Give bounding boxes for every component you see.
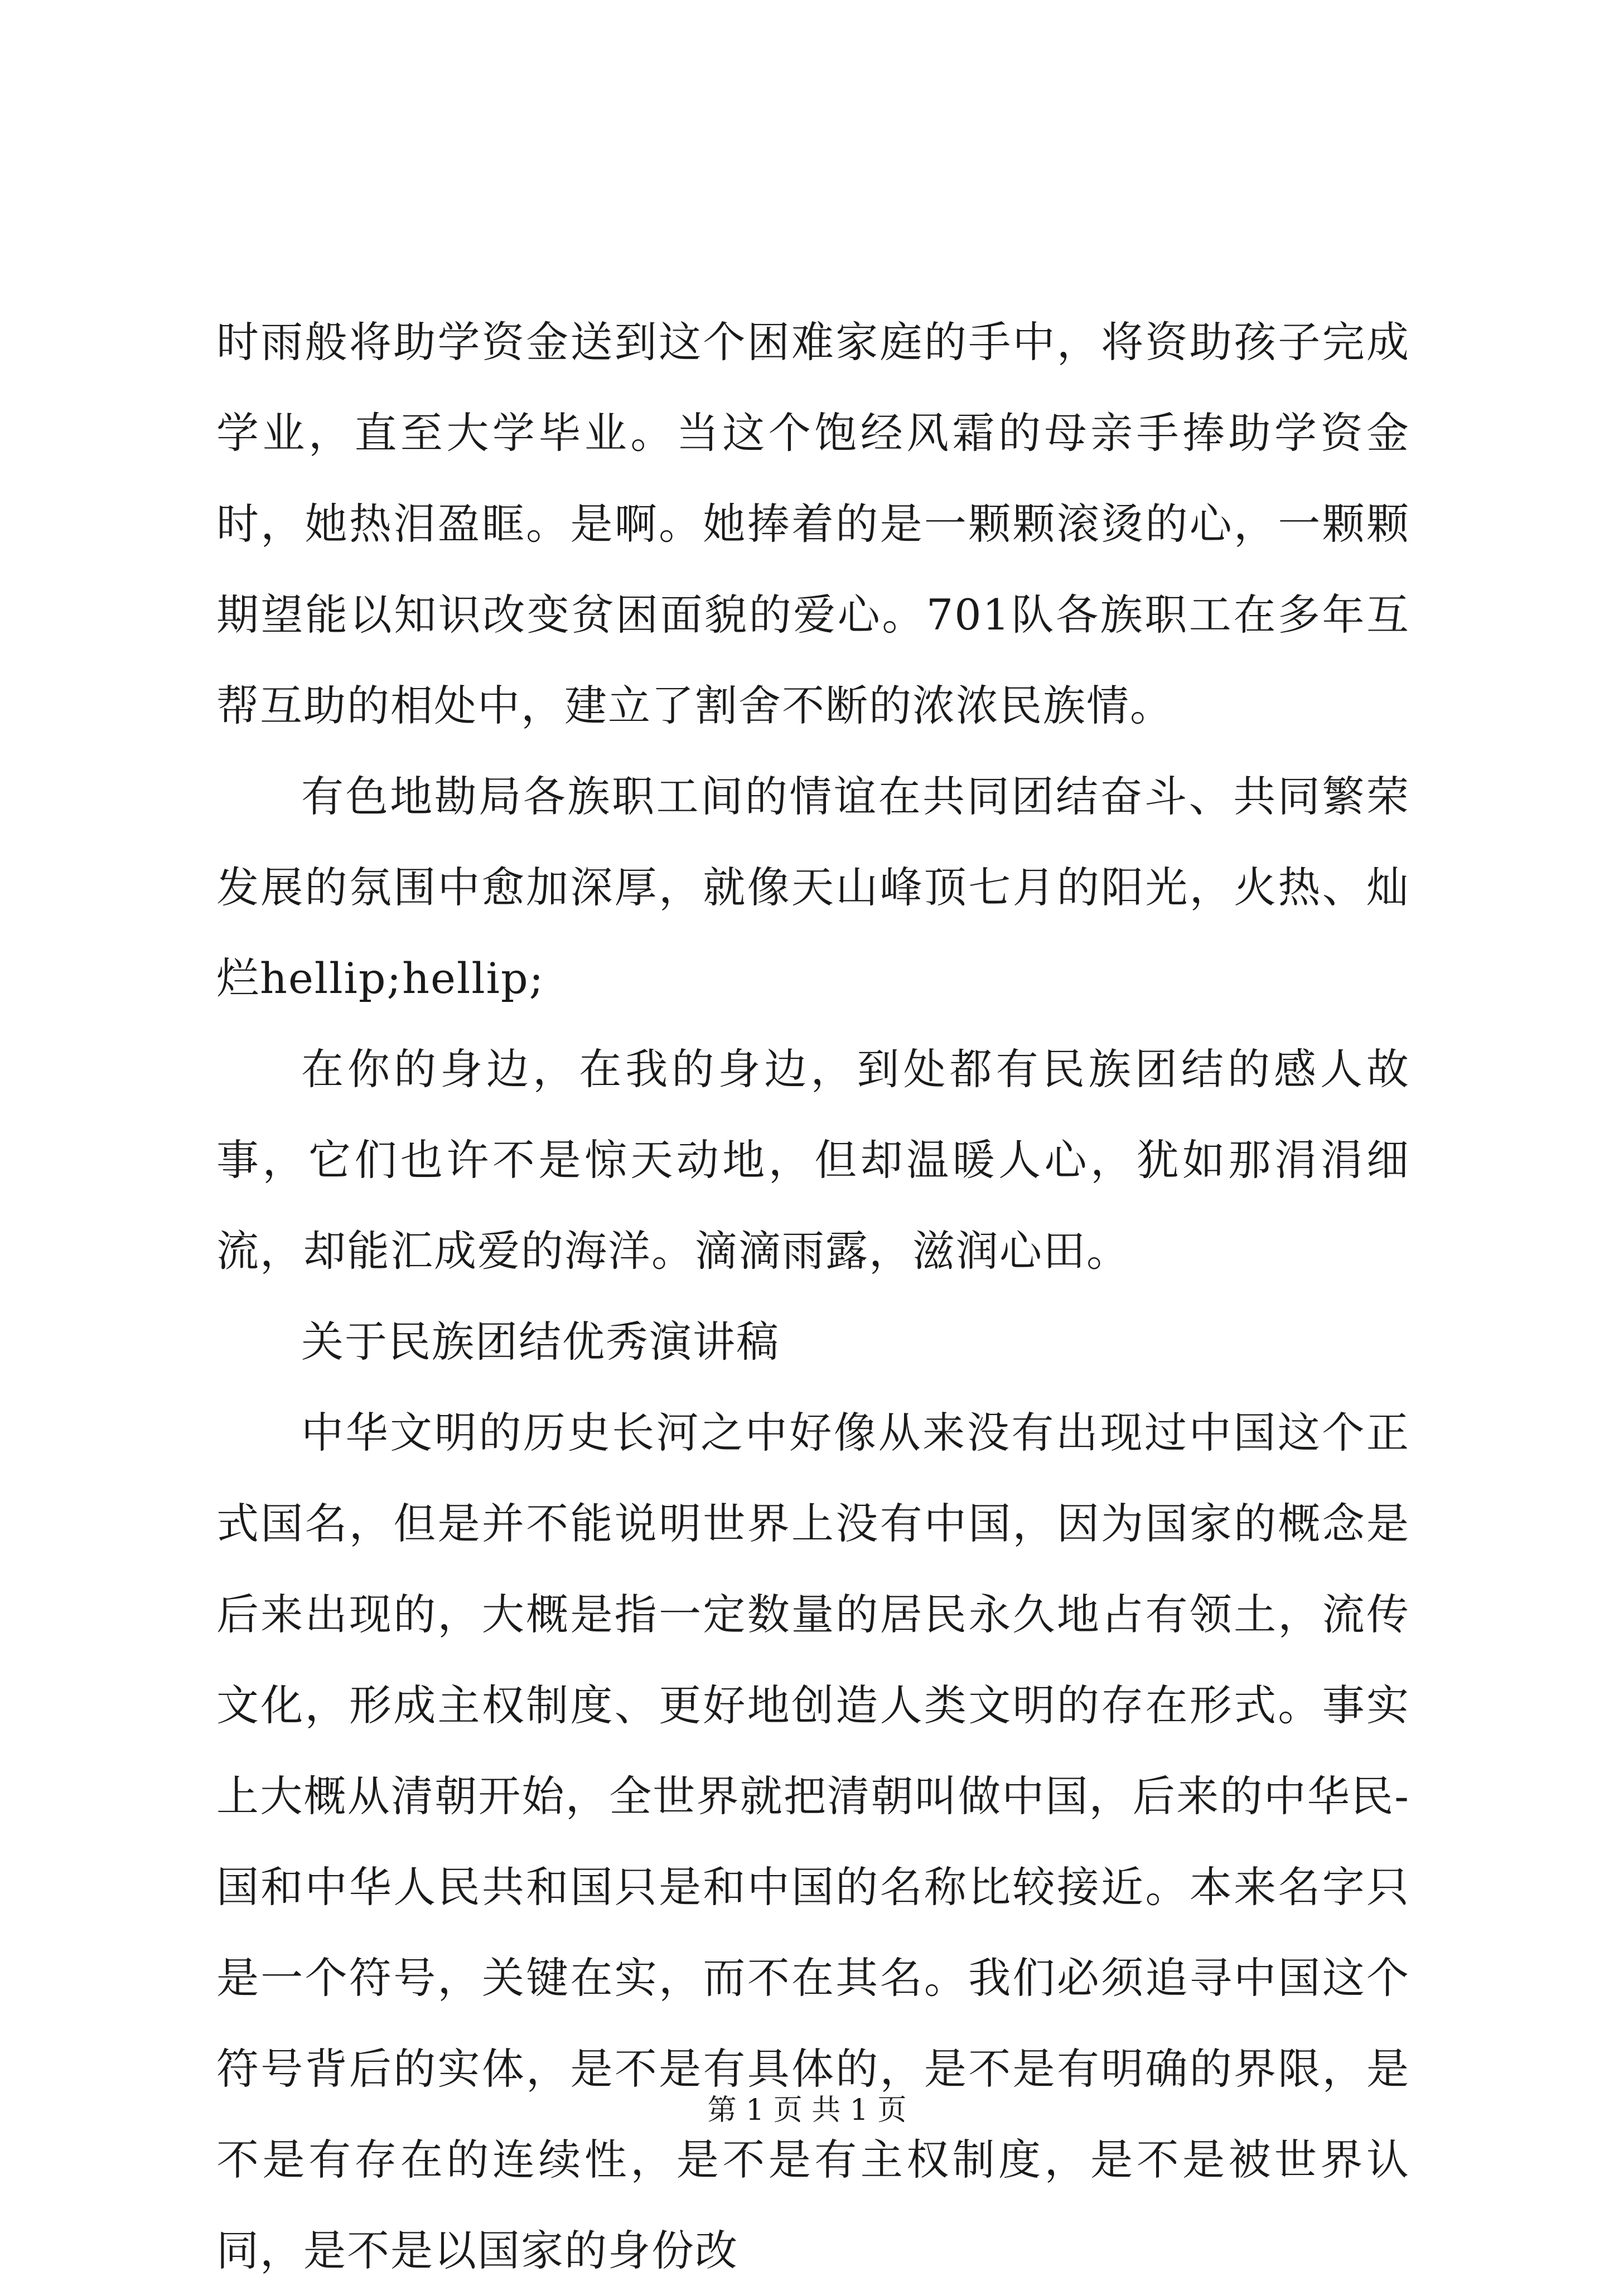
page-footer [0,2088,1614,2133]
paragraph-friendship: 有色地勘局各族职工间的情谊在共同团结奋斗、共同繁荣发展的氛围中愈加深厚，就像天山峰顶七月的阳光，火热、灿烂hellip;hellip; [216,772,1410,1003]
page-number: 第 1 页 共 1 页 [707,2094,907,2127]
paragraph-continued: 时雨般将助学资金送到这个困难家庭的手中，将资助孩子完成学业，直至大学毕业。当这个饱经风霜的母亲手捧助学资金时，她热泪盈眶。是啊。她捧着的是一颗颗滚烫的心，一颗颗期望能以知识改变贫困面貌的爱心。701队各族职工在多年互帮互助的相处中，建立了割舍不断的浓浓民族情。 [216,317,1410,730]
paragraph-civilization: 中华文明的历史长河之中好像从来没有出现过中国这个正式国名，但是并不能说明世界上没有中国，因为国家的概念是后来出现的，大概是指一定数量的居民永久地占有领土，流传文化，形成主权制度、更好地创造人类文明的存在形式。事实上大概从清朝开始，全世界就把清朝叫做中国，后来的中华民-国和中华人民共和国只是和中国的名称比较接近。本来名字只是一个符号，关键在实，而不在其名。我们必须追寻中国这个符号背后的实体，是不是有具体的，是不是有明确的界限，是不是有存在的连续性，是不是有主权制度，是不是被世界认同，是不是以国家的身份改 [216,1408,1410,2275]
section-heading: 关于民族团结优秀演讲稿 [301,1317,780,1367]
paragraph-stories: 在你的身边，在我的身边，到处都有民族团结的感人故事，它们也许不是惊天动地，但却温暖人心，犹如那涓涓细流，却能汇成爱的海洋。滴滴雨露，滋润心田。 [216,1044,1410,1276]
document-body [216,297,1410,2296]
